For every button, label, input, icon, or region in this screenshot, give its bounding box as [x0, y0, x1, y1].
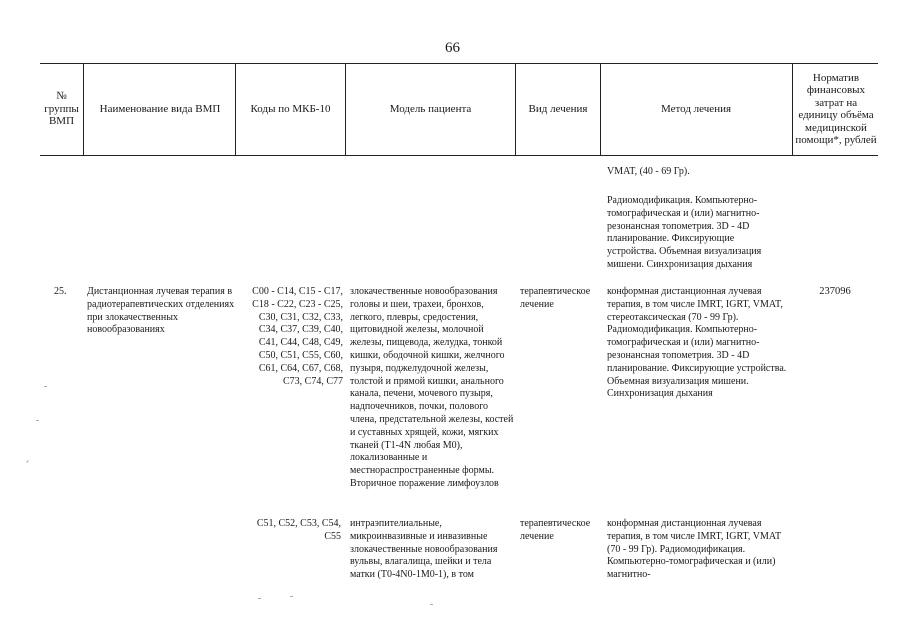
row-norm: 237096 — [819, 286, 851, 297]
row-icd: C51, C52, C53, C54, C55 — [256, 518, 341, 542]
header-group-no: № группы ВМП — [44, 90, 79, 128]
row-name: Дистанционная лучевая терапия в радиотерапевтических отделениях при злокачественных новообразованиях — [87, 286, 235, 336]
continuation-method-p1: VMAT, (40 - 69 Гр). — [607, 166, 690, 177]
header-patient-model: Модель пациента — [389, 102, 472, 115]
scan-speck — [44, 386, 47, 387]
page-number: 66 — [445, 40, 460, 56]
header-icd: Коды по МКБ-10 — [250, 102, 331, 115]
row-treatment-type: терапевтическое лечение — [520, 286, 591, 310]
header-name: Наименование вида ВМП — [99, 102, 221, 115]
header-norm: Норматив финансовых затрат на единицу объёма медицинской помощи*, рублей — [795, 71, 877, 146]
col-divider — [600, 63, 601, 155]
col-divider — [235, 63, 236, 155]
row-icd: C00 - C14, C15 - C17, C18 - C22, C23 - C25, C30, C31, C32, C33, C34, C37, C39, C40, C41, C44, C48, C49, C50, C51, C55, C60, C61, C64, C67, C68, C73, C74, C77 — [252, 286, 343, 387]
continuation-method-p2: Радиомодификация. Компьютерно-томографическая и (или) магнитно-резонансная топометрия. 3D - 4D планирование. Фиксирующие устройства. Объемная визуализация мишени. Синхронизация дыхания — [607, 195, 762, 270]
row-patient-model: злокачественные новообразования головы и шеи, трахеи, бронхов, легкого, плевры, средостения, щитовидной железы, молочной железы, пищевода, желудка, тонкой кишки, ободочной кишки, желчного пузыря, поджелудочной железы, толстой и прямой кишки, анального канала, печени, мочевого пузыря, надпочечников, почки, полового члена, предстательной железы, костей и суставных хрящей, кожи, мягких тканей (T1-4N любая M0), локализованные и местнораспространенные формы. Вторичное поражение лимфоузлов — [350, 286, 514, 489]
scan-speck — [290, 596, 293, 597]
header-bottom-rule — [40, 155, 878, 156]
row-group-no: 25. — [54, 286, 67, 297]
row-method: конформная дистанционная лучевая терапия, в том числе IMRT, IGRT, VMAT, стереотаксическая (70 - 99 Гр). Радиомодификация. Компьютерно-томографическая и (или) магнитно-резонансная топометрия. 3D - 4D планирование. Фиксирующие устройства. Объемная визуализация мишени. Синхронизация дыхания — [607, 286, 787, 400]
col-divider — [83, 63, 84, 155]
scan-speck — [430, 604, 433, 605]
row-method: конформная дистанционная лучевая терапия, в том числе IMRT, IGRT, VMAT (70 - 99 Гр). Радиомодификация. Компьютерно-томографическая и (или) магнитно- — [607, 518, 781, 581]
scan-speck — [258, 598, 261, 599]
col-divider — [345, 63, 346, 155]
scan-speck — [26, 460, 29, 463]
header-method: Метод лечения — [660, 102, 732, 115]
scan-speck — [36, 420, 39, 421]
col-divider — [792, 63, 793, 155]
header-treatment: Вид лечения — [528, 102, 588, 115]
row-patient-model: интраэпителиальные, микроинвазивные и инвазивные злокачественные новообразования вульвы, влагалища, шейки и тела матки (T0-4N0-1M0-1), в том — [350, 518, 498, 581]
row-treatment-type: терапевтическое лечение — [520, 518, 591, 542]
